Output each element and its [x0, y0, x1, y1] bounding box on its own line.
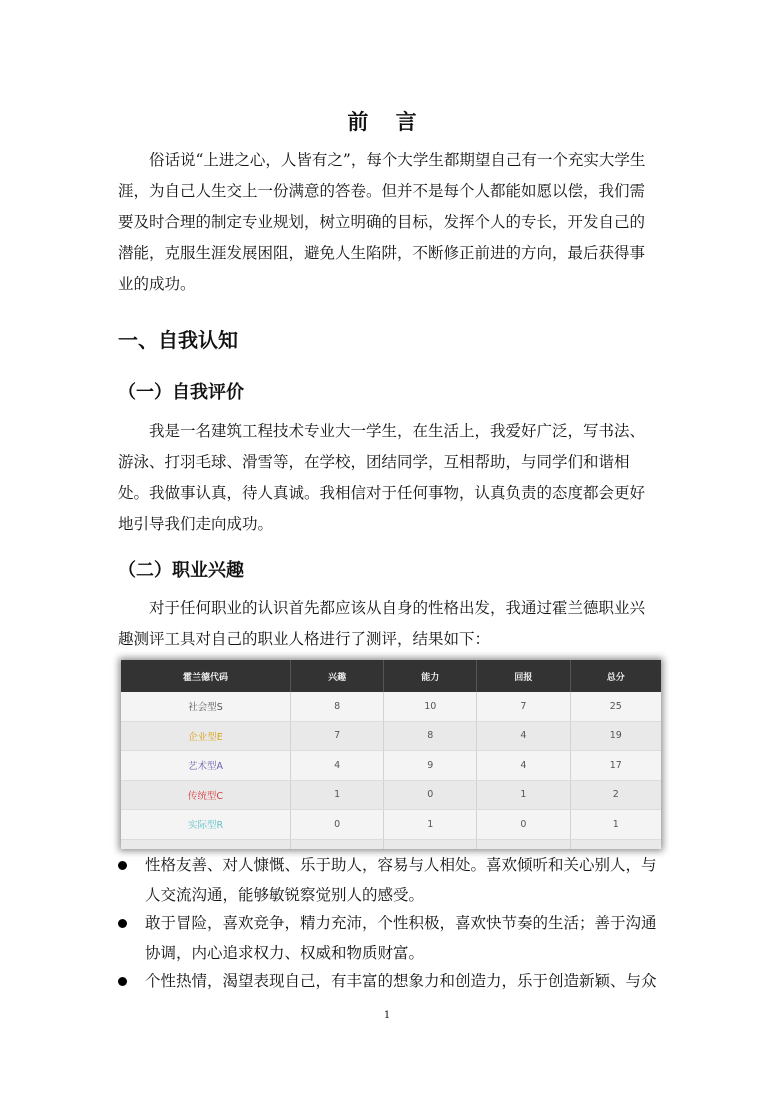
- preface-paragraph: 俗话说“上进之心，人皆有之”，每个大学生都期望自己有一个充实大学生涯，为自己人生交上一份满意的答卷。但并不是每个人都能如愿以偿，我们需要及时合理的制定专业规划，树立明确的目标，发挥个人的专长，开发自己的潜能，克服生涯发展困阻，避免人生陷阱，不断修正前进的方向，最后获得事业的成功。: [118, 151, 646, 293]
- table-header-row: [121, 660, 661, 692]
- bullet-text: 性格友善、对人慷慨、乐于助人，容易与人相处。喜欢倾听和关心别人，与人交流沟通，能够敏锐察觉别人的感受。: [145, 856, 657, 904]
- header-holland-code: 霍兰德代码: [121, 660, 291, 692]
- reward-cell: 0: [477, 810, 570, 840]
- header-total: 总分: [570, 660, 661, 692]
- bullet-text: 个性热情，渴望表现自己，有丰富的想象力和创造力，乐于创造新颖、与众: [145, 972, 657, 990]
- ability-cell: 9: [384, 751, 477, 781]
- holland-code-cell: 企业型E: [121, 721, 291, 751]
- interest-cell: 8: [291, 692, 384, 721]
- personality-bullet-list: [118, 850, 663, 994]
- interest-cell: 0: [291, 810, 384, 840]
- reward-cell: 1: [477, 780, 570, 810]
- holland-code-cell: 实际型R: [121, 810, 291, 840]
- interest-cell: [291, 839, 384, 849]
- ability-cell: 8: [384, 721, 477, 751]
- interest-cell: 4: [291, 751, 384, 781]
- bullet-icon: [118, 977, 127, 986]
- ability-cell: 0: [384, 780, 477, 810]
- section-heading-self-awareness: 一、自我认知: [118, 328, 238, 352]
- list-item: [118, 850, 663, 910]
- header-ability: 能力: [384, 660, 477, 692]
- bullet-text: 敢于冒险，喜欢竞争，精力充沛，个性积极，喜欢快节奏的生活；善于沟通协调，内心追求权力、权威和物质财富。: [145, 914, 657, 962]
- reward-cell: 4: [477, 721, 570, 751]
- holland-code-cell: 艺术型A: [121, 751, 291, 781]
- subsection-heading-self-evaluation: （一）自我评价: [118, 382, 244, 403]
- total-cell: 25: [570, 692, 661, 721]
- page-number: 1: [383, 1010, 391, 1021]
- table-row: [121, 780, 661, 810]
- list-item: [118, 908, 663, 968]
- list-item: [118, 966, 663, 996]
- interest-cell: 1: [291, 780, 384, 810]
- holland-code-cell: 社会型S: [121, 692, 291, 721]
- reward-cell: [477, 839, 570, 849]
- table-row: [121, 692, 661, 721]
- total-cell: 1: [570, 810, 661, 840]
- table-row: [121, 751, 661, 781]
- reward-cell: 4: [477, 751, 570, 781]
- ability-cell: 1: [384, 810, 477, 840]
- holland-code-cell: [121, 839, 291, 849]
- table-row: [121, 721, 661, 751]
- reward-cell: 7: [477, 692, 570, 721]
- bullet-icon: [118, 861, 127, 870]
- total-cell: 2: [570, 780, 661, 810]
- subsection-heading-career-interest: （二）职业兴趣: [118, 560, 244, 581]
- self-evaluation-paragraph-1: 我是一名建筑工程技术专业大一学生，在生活上，我爱好广泛，写书法、游泳、打羽毛球、滑雪等，在学校，团结同学，互相帮助，与同学们和谐相处。: [118, 422, 646, 502]
- table-row: [121, 810, 661, 840]
- preface-title: 前 言: [347, 110, 427, 134]
- self-evaluation-paragraph-2: 我做事认真，待人真诚。我相信对于任何事物，认真负责的态度都会更好地引导我们走向成功。: [118, 484, 646, 533]
- holland-code-cell: 传统型C: [121, 780, 291, 810]
- ability-cell: [384, 839, 477, 849]
- total-cell: [570, 839, 661, 849]
- table-row: [121, 839, 661, 849]
- bullet-icon: [118, 919, 127, 928]
- header-reward: 回报: [477, 660, 570, 692]
- career-interest-paragraph: 对于任何职业的认识首先都应该从自身的性格出发，我通过霍兰德职业兴趣测评工具对自己的职业人格进行了测评，结果如下：: [118, 599, 646, 648]
- holland-code-table: [121, 660, 661, 849]
- ability-cell: 10: [384, 692, 477, 721]
- total-cell: 17: [570, 751, 661, 781]
- header-interest: 兴趣: [291, 660, 384, 692]
- total-cell: 19: [570, 721, 661, 751]
- interest-cell: 7: [291, 721, 384, 751]
